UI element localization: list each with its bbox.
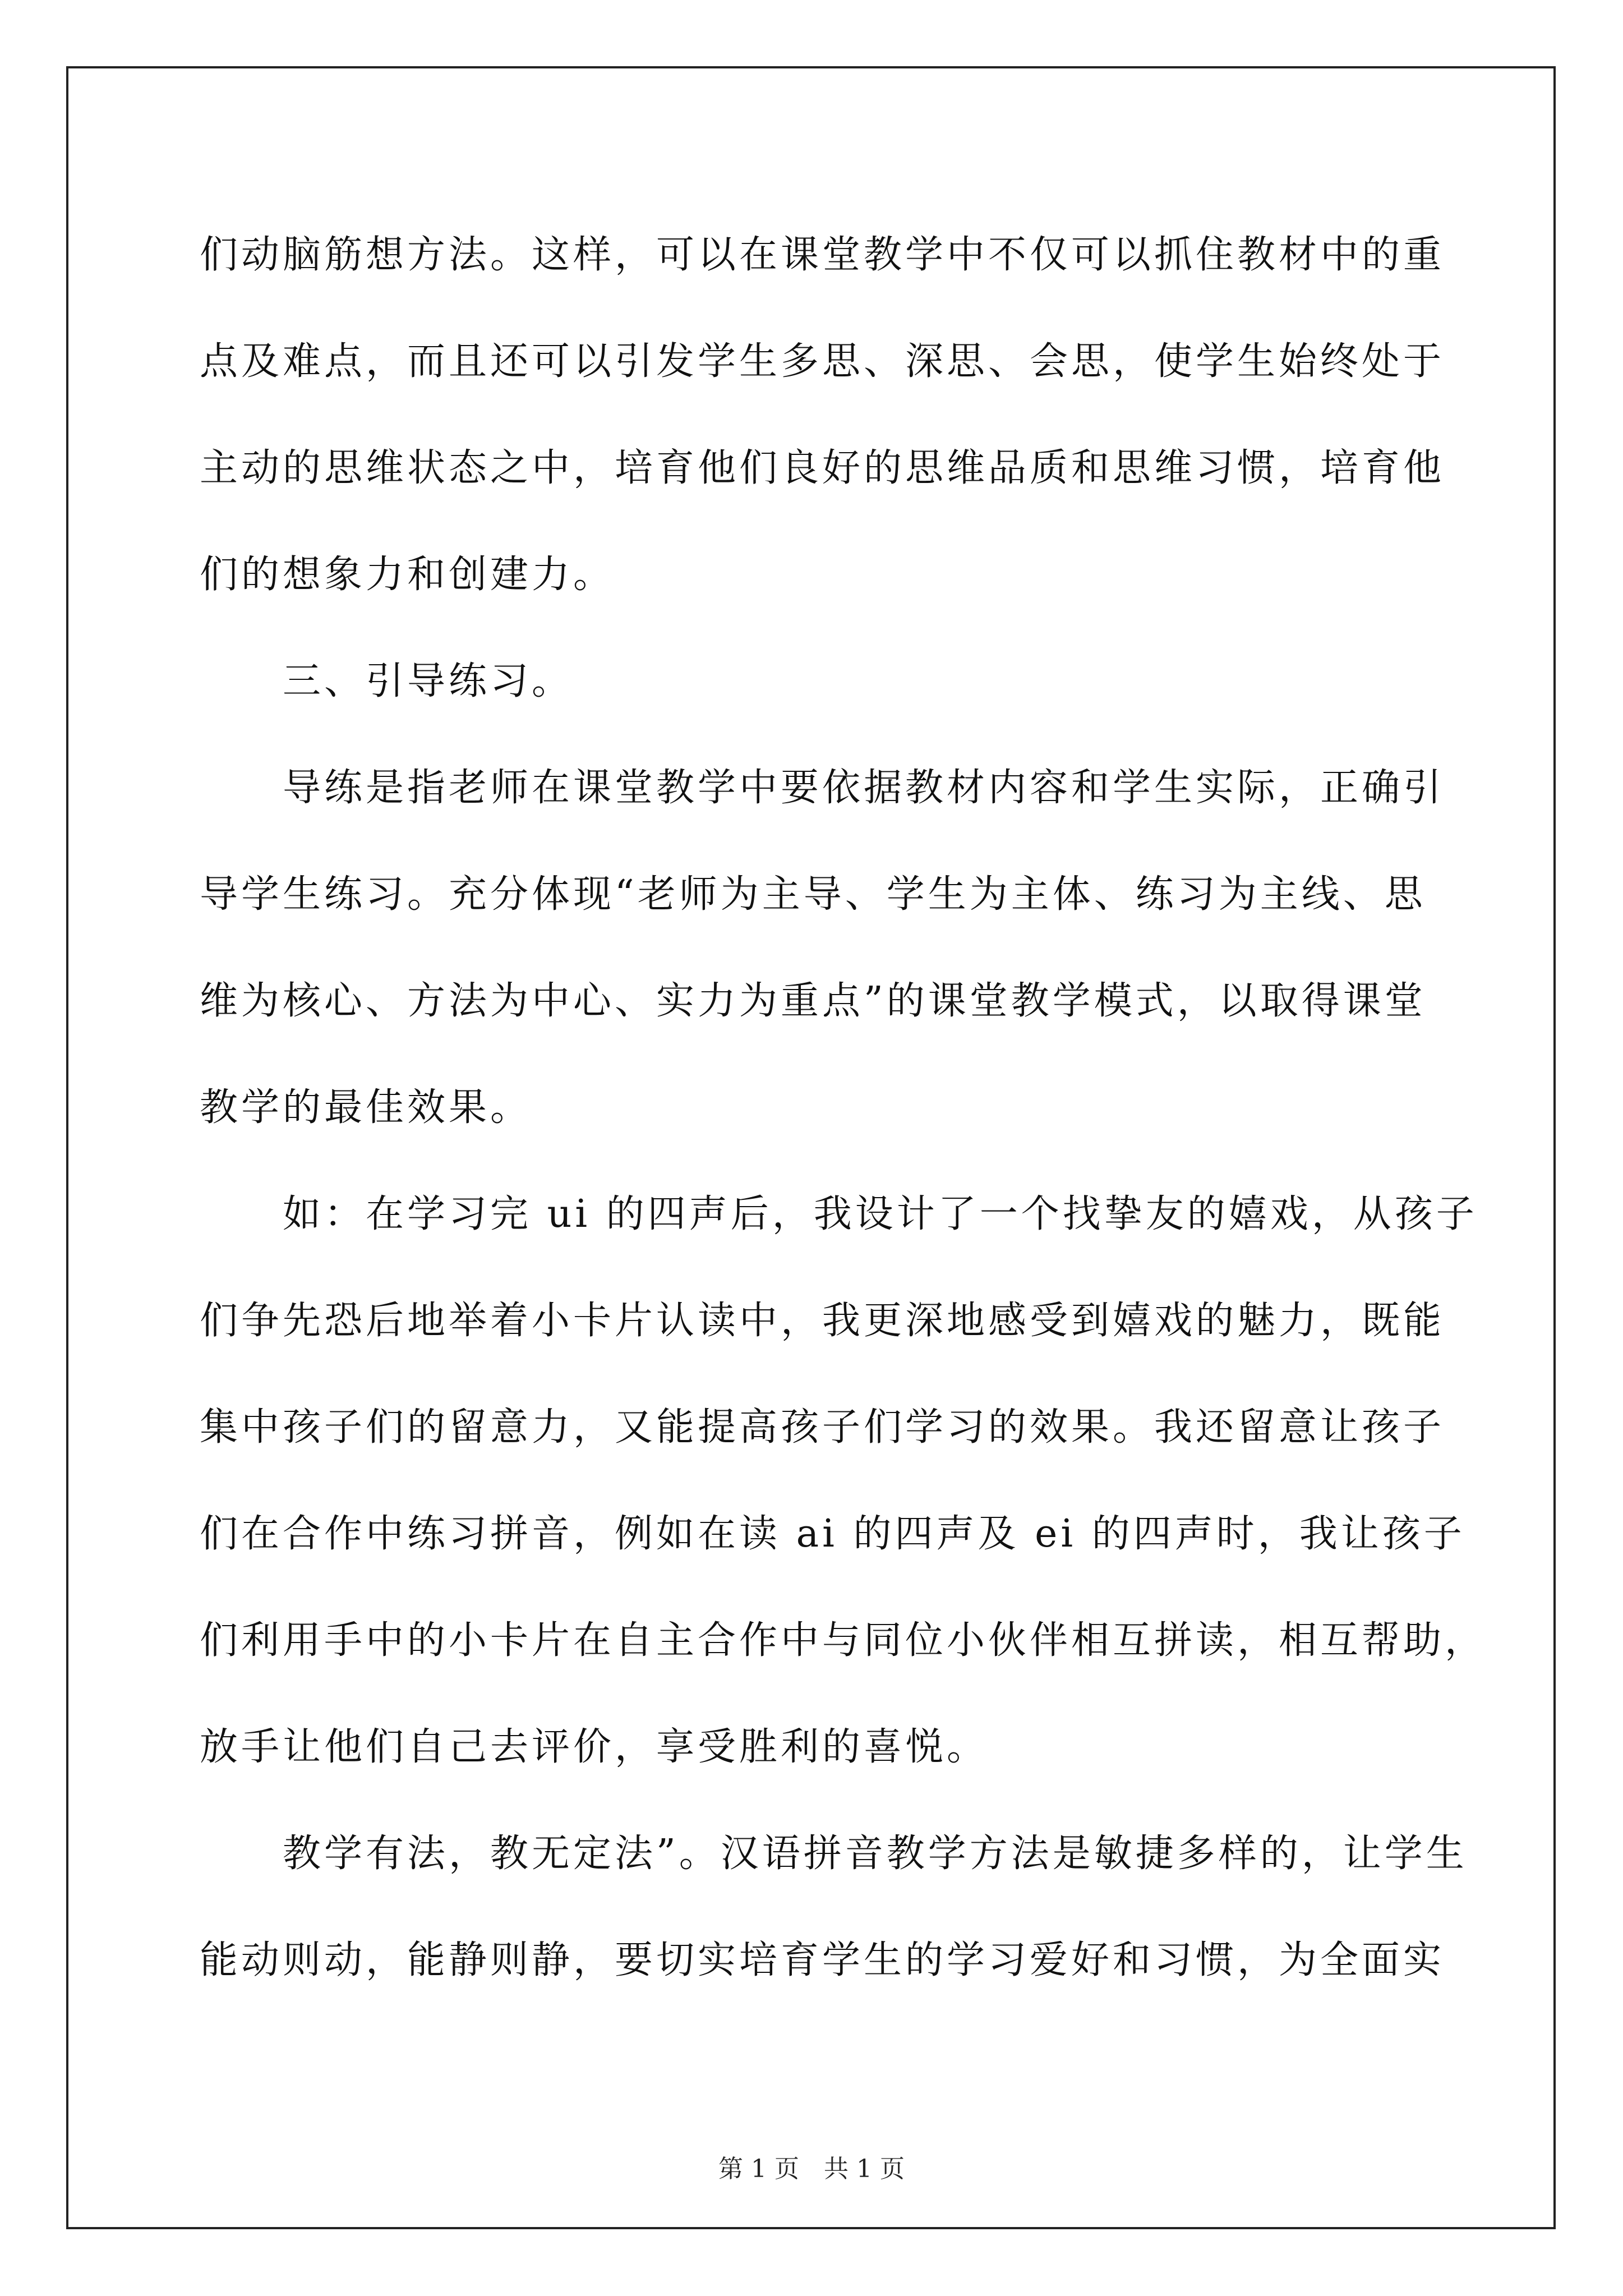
page-number-footer: 第 1 页 共 1 页: [718, 2155, 905, 2183]
body-line: 点及难点，而且还可以引发学生多思、深思、会思，使学生始终处于: [200, 339, 1445, 384]
body-line: 导练是指老师在课堂教学中要依据教材内容和学生实际，正确引: [200, 766, 1445, 810]
body-line: 教学的最佳效果。: [200, 1085, 532, 1130]
document-body: [200, 202, 1487, 2014]
body-line: 们争先恐后地举着小卡片认读中，我更深地感受到嬉戏的魅力，既能: [200, 1299, 1445, 1343]
body-line: 导学生练习。充分体现“老师为主导、学生为主体、练习为主线、思: [200, 872, 1426, 917]
body-line: 们动脑筋想方法。这样，可以在课堂教学中不仅可以抓住教材中的重: [200, 233, 1445, 277]
body-line: 能动则动，能静则静，要切实培育学生的学习爱好和习惯，为全面实: [200, 1938, 1445, 1982]
body-line: 维为核心、方法为中心、实力为重点”的课堂教学模式，以取得课堂: [200, 979, 1426, 1023]
body-line: 们利用手中的小卡片在自主合作中与同位小伙伴相互拼读，相互帮助，: [200, 1618, 1487, 1663]
body-line: 主动的思维状态之中，培育他们良好的思维品质和思维习惯，培育他: [200, 446, 1445, 490]
body-line: 集中孩子们的留意力，又能提高孩子们学习的效果。我还留意让孩子: [200, 1405, 1445, 1450]
body-line: 放手让他们自己去评价，享受胜利的喜悦。: [200, 1725, 989, 1769]
section-heading: 三、引导练习。: [200, 659, 574, 703]
body-line: 们在合作中练习拼音，例如在读 ai 的四声及 ei 的四声时，我让孩子: [200, 1512, 1465, 1556]
body-line: 们的想象力和创建力。: [200, 553, 615, 597]
body-line: 教学有法，教无定法”。汉语拼音教学方法是敏捷多样的，让学生: [200, 1832, 1468, 1876]
body-line: 如：在学习完 ui 的四声后，我设计了一个找挚友的嬉戏，从孩子: [200, 1192, 1478, 1236]
